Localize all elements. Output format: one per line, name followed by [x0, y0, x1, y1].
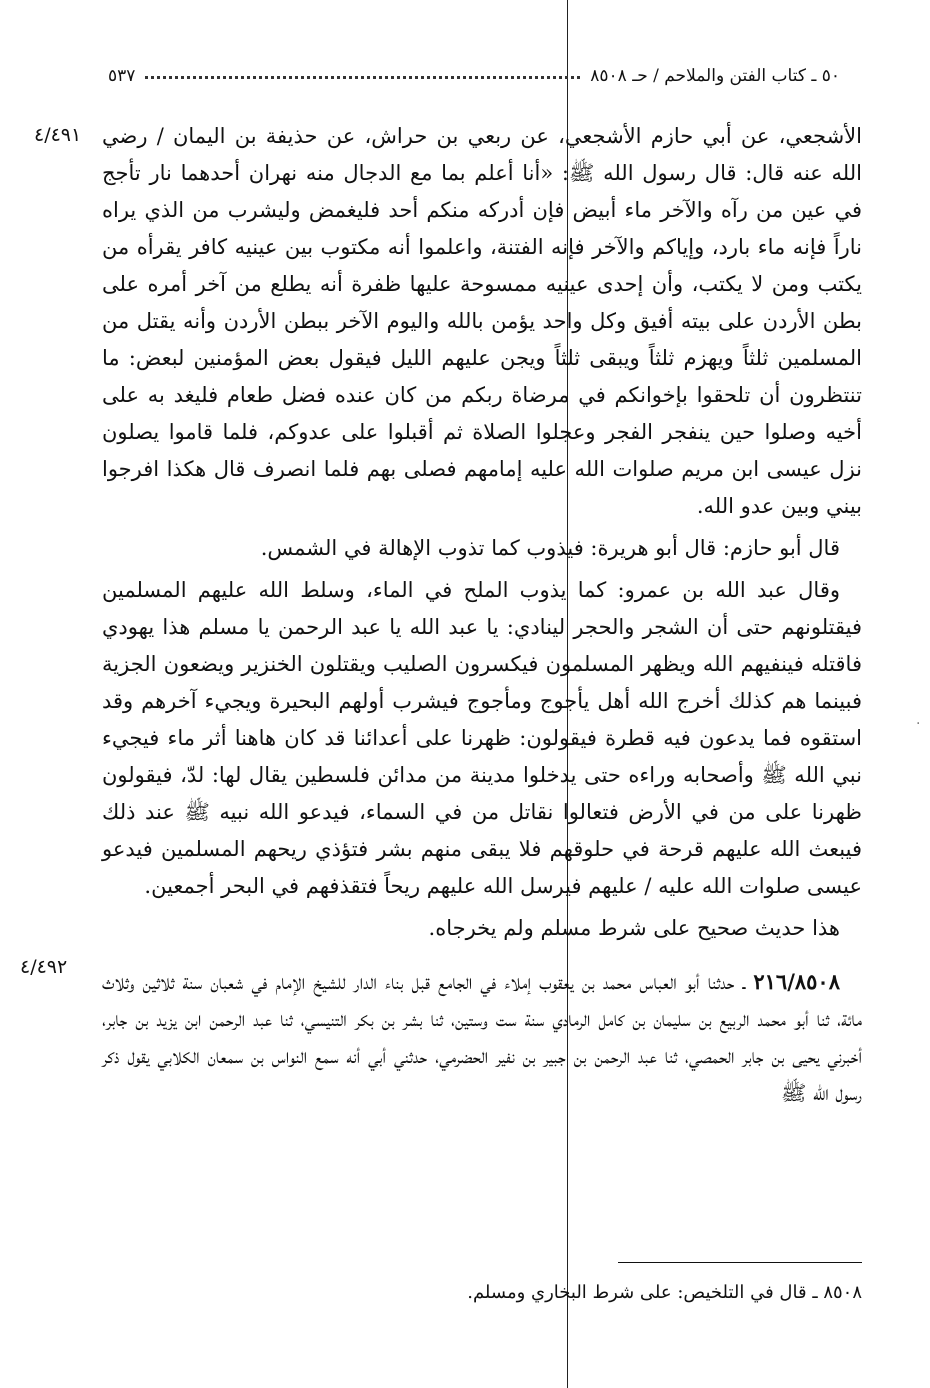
margin-reference-1: ٤/٤٩١: [34, 124, 82, 146]
paragraph-hadith-8508: [102, 963, 862, 1112]
footnote: ٨٥٠٨ ـ قال في التلخيص: على شرط البخاري ومسلم.: [467, 1282, 862, 1303]
paragraph-abdullah-ibn-amr-part-1: وقال عبد الله بن عمرو: كما يذوب الملح في الماء، وسلط الله عليهم المسلمين فيقتلونهم حتى أن الشجر والحجر لينادي: يا عبد الله يا عبد الرحمن يا مسلم هذا يهودي فاقتله فينفيهم الله ويظهر المسلمون فيكسرون الصليب ويقتلون الخنزير ويضعون الجزية فبينما هم كذلك أخرج الله أهل يأجوج ومأجوج فيشرب أولهم البحيرة ويجيء آخرهم وقد استقوه فما يدعون فيه قطرة فيقولون: ظهرنا على أعدائنا قد كان هاهنا أثر ماء فيجيء نبي الله ﷺ وأصحابه وراءه حتى يدخلوا مدينة من مدائن فلسطين يقال لها: لدّ، فيقولون ظهرنا على من في الأرض فتعالوا نقاتل من في السماء، فيدعو الله نبيه ﷺ عند ذلك فيبعث الله عليهم قرحة في حلوقهم فلا يبقى منهم بشر فتؤذي ريحهم المسلمين فيدعو عيسى صلوات الله عليه /: [102, 578, 862, 898]
main-text: [102, 118, 862, 1112]
footnote-separator: [618, 1262, 862, 1263]
running-header: [108, 58, 840, 94]
scan-edge-mark: ·: [916, 716, 921, 732]
dotted-leader: [145, 74, 580, 79]
hadith-number: ٢١٦/٨٥٠٨: [753, 969, 840, 994]
page-number: ٥٣٧: [108, 66, 136, 86]
margin-reference-2: ٤/٤٩٢: [20, 956, 68, 978]
running-title: ٥٠ ـ كتاب الفتن والملاحم / حـ ٨٥٠٨: [590, 66, 840, 86]
paragraph-abu-hazim: قال أبو حازم: قال أبو هريرة: فيذوب كما تذوب الإهالة في الشمس.: [260, 536, 840, 560]
hadith-8508-text: ـ حدثنا أبو العباس محمد بن يعقوب إملاء في الجامع قبل بناء الدار للشيخ الإمام في شعبان سنة ثلاثين وثلاث مائة، ثنا أبو محمد الربيع بن سليمان بن كامل الرمادي سنة ست وستين، ثنا بشر بن بكر التنيسي، ثنا عبد الرحمن ابن يزيد بن جابر، أخبرني يحيى بن جابر الحمصي، ثنا عبد الرحمن بن جبير بن نفير الحضرمي، حدثني أبي أنه سمع النواس بن سمعان الكلابي يقول ذكر رسول الله ﷺ: [102, 970, 862, 1105]
paragraph-abdullah-ibn-amr-part-2: عليهم فيرسل الله عليهم ريحاً فتقذفهم في البحر أجمعين.: [144, 874, 638, 898]
paragraph-grading: هذا حديث صحيح على شرط مسلم ولم يخرجاه.: [428, 916, 840, 940]
paragraph-hadith-continuation: الأشجعي، عن أبي حازم الأشجعي، عن ربعي بن حراش، عن حذيفة بن اليمان / رضي الله عنه قال: قال رسول الله ﷺ: «أنا أعلم بما مع الدجال منه نهران أحدهما نار تأجج في عين من رآه والآخر ماء أبيض فإن أدركه منكم أحد فليغمض وليشرب من الذي يراه ناراً فإنه ماء بارد، وإياكم والآخر فإنه الفتنة، واعلموا أنه مكتوب بين عينيه كافر يقرأه من يكتب ومن لا يكتب، وأن إحدى عينيه ممسوحة عليها ظفرة أنه يطلع من آخر أمره على بطن الأردن على بيته أفيق وكل واحد يؤمن بالله واليوم الآخر ببطن الأردن وأنه يقتل من المسلمين ثلثاً ويهزم ثلثاً ويبقى ثلثاً ويجن عليهم الليل فيقول بعض المؤمنين لبعض: ما تنتظرون أن تلحقوا بإخوانكم في مرضاة ربكم من كان عنده فضل طعام فليغد به على أخيه وصلوا حين ينفجر الفجر وعجلوا الصلاة ثم أقبلوا على عدوكم، فلما قاموا يصلون نزل عيسى ابن مريم صلوات الله عليه إمامهم فصلى بهم فلما انصرف قال هكذا افرجوا بيني وبين عدو الله.: [102, 124, 862, 518]
paragraph-abdullah-ibn-amr: [102, 572, 862, 905]
